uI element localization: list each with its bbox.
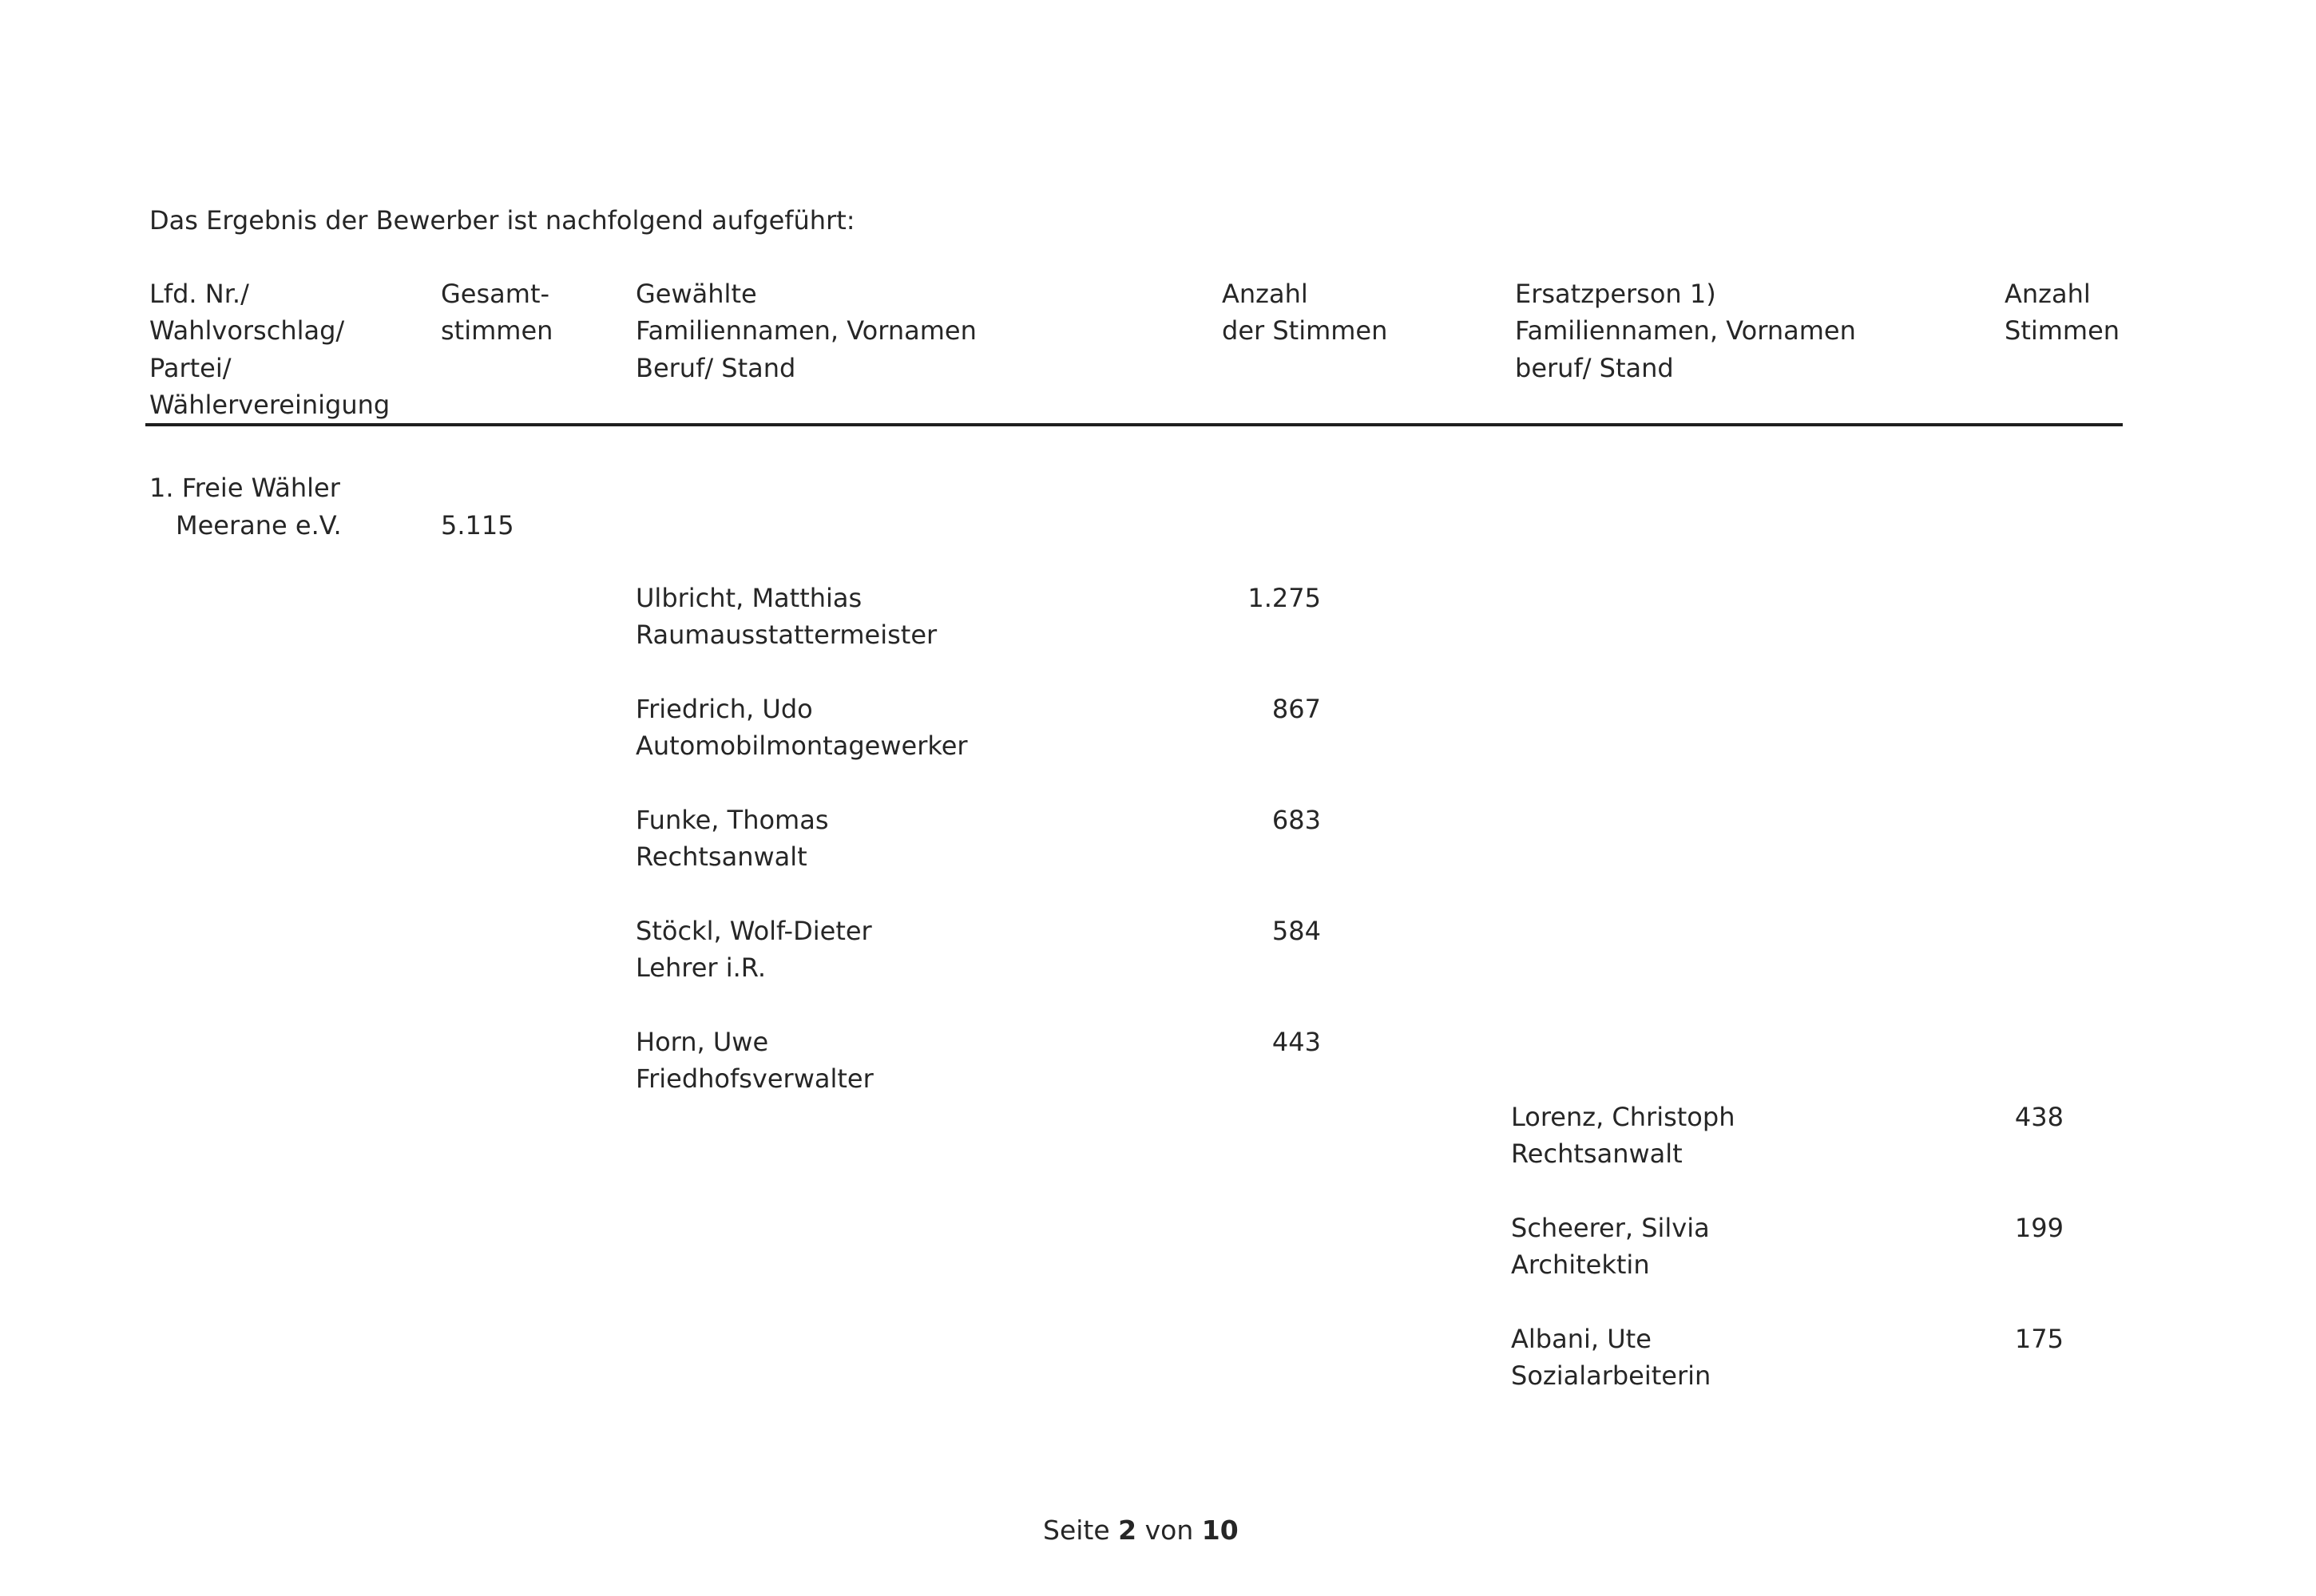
footer-page-number: 2 [1118, 1515, 1137, 1546]
footer-prefix: Seite [1043, 1515, 1110, 1546]
candidate-votes: 1.275 [1247, 583, 1321, 613]
substitute-votes: 175 [2014, 1324, 2064, 1354]
header-col-ersatzperson [1515, 275, 1856, 386]
candidate-profession: Rechtsanwalt [636, 842, 807, 873]
header-col-gewaehlte [636, 275, 977, 386]
candidate-profession: Lehrer i.R. [636, 952, 767, 984]
elected-candidate [636, 802, 829, 876]
candidate-votes: 443 [1271, 1027, 1321, 1057]
header-line: Gesamt- [441, 279, 550, 309]
candidate-name: Funke, Thomas [636, 805, 829, 835]
header-col-gesamtstimmen [441, 275, 553, 350]
header-line: Anzahl [1222, 279, 1308, 309]
header-line: Lfd. Nr./ [149, 279, 249, 309]
intro-text: Das Ergebnis der Bewerber ist nachfolgend aufgeführt: [149, 205, 855, 236]
header-divider [145, 423, 2123, 426]
footer-page-total: 10 [1201, 1515, 1239, 1546]
substitute-votes: 438 [2014, 1102, 2064, 1132]
candidate-votes: 584 [1271, 916, 1321, 946]
header-line: Wählervereinigung [149, 390, 391, 421]
substitute-name: Lorenz, Christoph [1511, 1102, 1735, 1132]
header-col-lfd-nr [149, 275, 390, 424]
elected-candidate [636, 913, 872, 987]
header-line: stimmen [441, 315, 553, 347]
header-col-anzahl-der-stimmen [1222, 275, 1387, 350]
header-line: Stimmen [2005, 315, 2120, 347]
header-line: Ersatzperson 1) [1515, 279, 1716, 309]
substitute-name: Scheerer, Silvia [1511, 1213, 1710, 1243]
header-line: Familiennamen, Vornamen [636, 315, 977, 347]
candidate-votes: 683 [1271, 805, 1321, 835]
substitute-votes: 199 [2014, 1213, 2064, 1243]
header-line: beruf/ Stand [1515, 352, 1674, 383]
header-col-anzahl-stimmen [2005, 275, 2120, 350]
candidate-name: Stöckl, Wolf-Dieter [636, 916, 872, 946]
candidate-name: Friedrich, Udo [636, 694, 813, 724]
party-name-line2: Meerane e.V. [176, 510, 342, 541]
party-total-votes: 5.115 [441, 510, 514, 541]
substitute-profession: Rechtsanwalt [1511, 1139, 1683, 1170]
candidate-profession: Automobilmontagewerker [636, 731, 968, 762]
header-line: der Stimmen [1222, 315, 1388, 347]
header-line: Beruf/ Stand [636, 352, 796, 383]
substitute-candidate [1511, 1210, 1710, 1284]
header-line: Gewählte [636, 279, 757, 309]
candidate-name: Ulbricht, Matthias [636, 583, 863, 613]
party-name-line1: 1. Freie Wähler [149, 473, 340, 503]
substitute-candidate [1511, 1321, 1711, 1395]
elected-candidate [636, 1024, 874, 1098]
elected-candidate [636, 580, 937, 654]
elected-candidate [636, 691, 968, 765]
header-line: Partei/ [149, 352, 232, 383]
footer-middle: von [1144, 1515, 1194, 1546]
header-line: Familiennamen, Vornamen [1515, 315, 1856, 347]
candidate-name: Horn, Uwe [636, 1027, 769, 1057]
substitute-candidate [1511, 1099, 1735, 1173]
candidate-profession: Raumausstattermeister [636, 620, 938, 651]
header-line: Anzahl [2005, 279, 2091, 309]
page-footer [1043, 1511, 1239, 1550]
substitute-profession: Sozialarbeiterin [1511, 1360, 1711, 1392]
candidate-votes: 867 [1271, 694, 1321, 724]
candidate-profession: Friedhofsverwalter [636, 1063, 874, 1095]
substitute-name: Albani, Ute [1511, 1324, 1652, 1354]
header-line: Wahlvorschlag/ [149, 315, 345, 347]
substitute-profession: Architektin [1511, 1249, 1650, 1281]
